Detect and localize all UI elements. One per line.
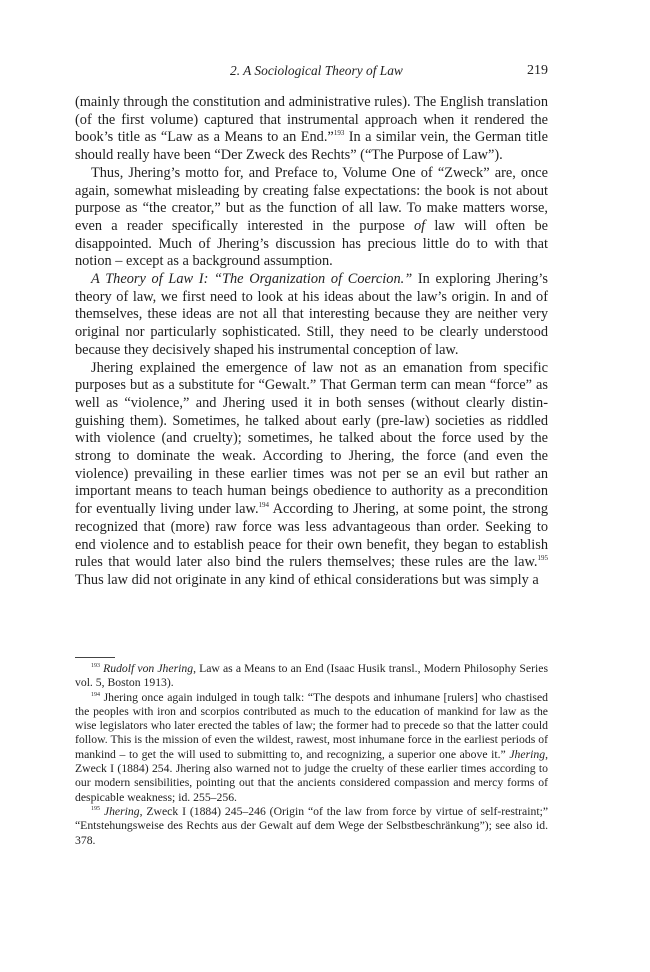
footnote-ref: 193 (333, 129, 345, 138)
running-header (75, 63, 548, 83)
footnote-author: Jhering (509, 747, 546, 761)
paragraph: A Theory of Law I: “The Organization of Coercion.” In exploring Jhering’s theory of law, we first need to look at his ideas about the law’s origin. In and of themselves, these ideas are not all that interesting because they are neither very original nor particularly sophisticated. Still, they need to be clearly understood because they decisively shaped his instrumental conception of law. (75, 271, 548, 358)
footnote: $^{193}$ Rudolf von Jhering, Law as a Means to an End (Isaac Husik transl., Modern Philosophy Series vol. 5, Boston 1913). (75, 662, 548, 690)
body-text (75, 94, 548, 590)
footnote-number: 193 (91, 663, 100, 669)
emphasis: of (413, 217, 426, 234)
running-title: 2. A Sociological Theory of Law (230, 63, 403, 78)
footnote-number: 195 (91, 805, 100, 812)
paragraph: (mainly through the constitution and administrative rules). The English translation (of the first volume) captured that instrumental approach when it rendered the book’s title as “Law as a Means to an End.”$^{193}$ In a similar vein, the German title should really have been “Der Zweck des Rechts” (“The Purpose of Law”). (75, 94, 548, 164)
paragraph: Thus, Jhering’s motto for, and Preface to, Volume One of “Zweck” are, once again, somewhat misleading by creating false expectations: the book is not about purpose as “the creator,” but as the function of all law. To make matters worse, even a reader specifically interested in the purpose of law will often be disappointed. Much of Jhering’s discussion has precious little do to with that notion – except as a background assumption. (75, 164, 548, 270)
footnote-separator (75, 657, 115, 658)
section-heading: A Theory of Law I: “The Organization of Coercion.” (91, 271, 413, 288)
footnote-ref: 194 (258, 501, 270, 510)
paragraph: Jhering explained the emergence of law not as an emanation from specific purposes but as a substitute for “Gewalt.” That German term can mean “force” as well as “violence,” and Jhering used it in both senses (without clearly distinguishing them). Sometimes, he talked about early (pre-law) societies as riddled with violence (and cruelty); sometimes, he talked about the force used by the strong to dominate the weak. According to Jhering, the force (and even the violence) prevailing in these earlier times was not per se an evil but rather an important means to teach human beings obedience to authority as a precondition for eventually living under law.$^{194}$ According to Jhering, at some point, the strong recognized that (more) raw force was less advantageous than order. Seeking to end violence and to establish peace for their own benefit, they began to establish rules that would later also bind the rulers themselves; these rules are the law.$^{195}$ Thus law did not originate in any kind of ethical considerations but was simply a (75, 359, 548, 588)
page-number: 219 (527, 63, 548, 78)
footnote-author: Rudolf von Jhering (103, 662, 194, 675)
footnotes (75, 662, 548, 848)
footnote: $^{195}$ Jhering, Zweck I (1884) 245–246 (Origin “of the law from force by virtue of self-restraint;” “Entstehungsweise des Rechts aus der Gewalt auf dem Wege der Selbstbeschränkung”); see also id. 378. (75, 804, 549, 847)
footnote-number: 194 (91, 691, 100, 698)
footnote: $^{194}$ Jhering once again indulged in tough talk: “The despots and inhumane [rulers] who chastised the peoples with iron and scorpios contributed as much to the education of mankind for law as the wise legislators who later erected the tables of law; the former had to precede so that the latter could follow. This is the mission of even the wildest, rawest, most inhumane force in the earliest periods of mankind – to get the will used to submitting to, and recognizing, a superior one above it.” Jhering, Zweck I (1884) 254. Jhering also warned not to judge the cruelty of these earlier times according to our modern sensibilities, pointing out that the ancients considered compassion and mercy forms of despicable weakness; id. 255–256. (75, 690, 548, 804)
footnote-author: Jhering (103, 804, 140, 818)
footnote-ref: 195 (537, 554, 548, 563)
